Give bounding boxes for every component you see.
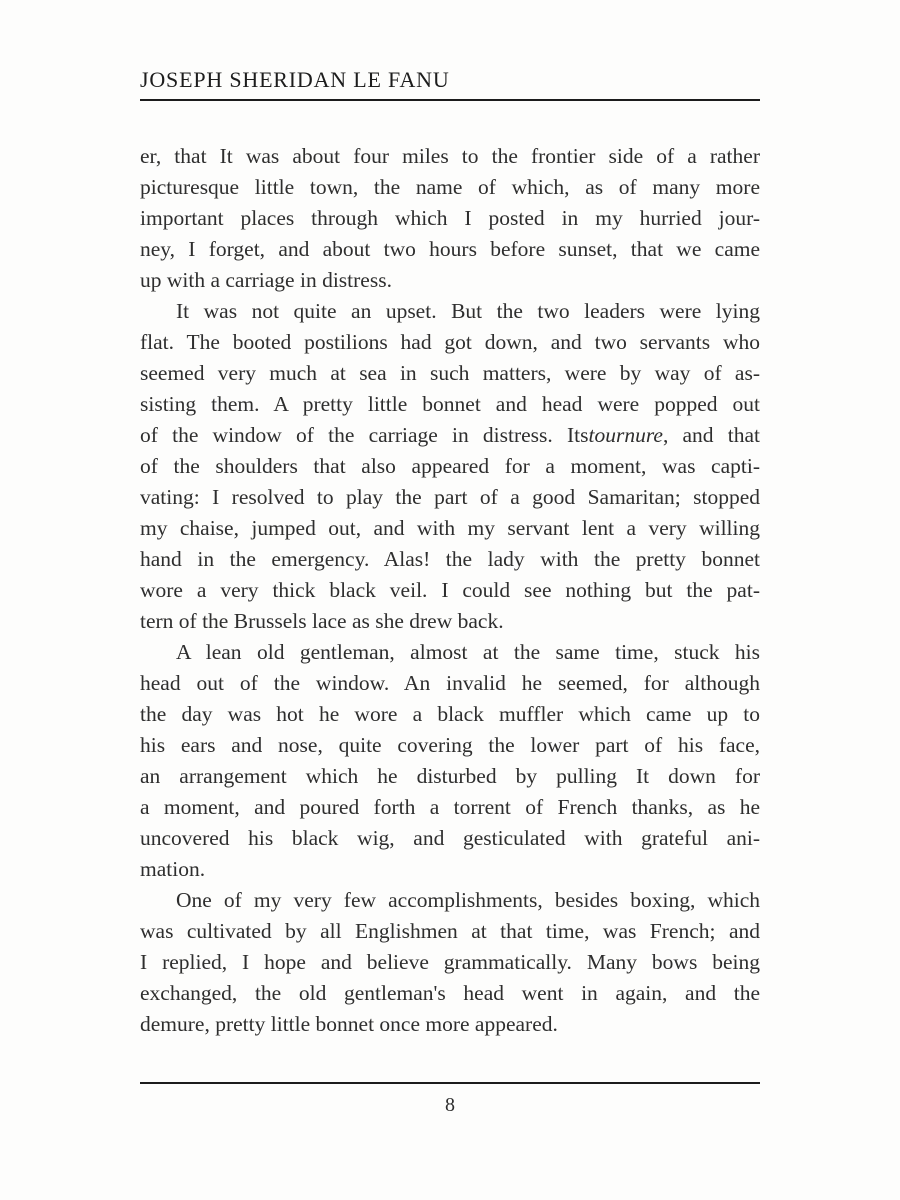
text-line: I replied, I hope and believe grammatically. Many bows being	[140, 950, 760, 975]
text-line: up with a carriage in distress.	[140, 268, 392, 293]
page-content	[140, 0, 760, 1117]
text-line: the day was hot he wore a black muffler which came up to	[140, 702, 760, 727]
italic-word: tournure	[588, 423, 663, 448]
text-line: his ears and nose, quite covering the lower part of his face,	[140, 733, 760, 758]
text-line: ney, I forget, and about two hours before sunset, that we came	[140, 237, 760, 262]
text-fragment: , and that	[662, 423, 760, 448]
text-line: picturesque little town, the name of which, as of many more	[140, 175, 760, 200]
text-line: flat. The booted postilions had got down, and two servants who	[140, 330, 760, 355]
text-line: demure, pretty little bonnet once more appeared.	[140, 1012, 558, 1037]
paragraph	[140, 637, 760, 885]
text-line: sisting them. A pretty little bonnet and head were popped out	[140, 392, 760, 417]
paragraph	[140, 885, 760, 1040]
page-number: 8	[445, 1094, 455, 1117]
running-header: JOSEPH SHERIDAN LE FANU	[140, 67, 450, 92]
text-line: a moment, and poured forth a torrent of French thanks, as he	[140, 795, 760, 820]
text-line: A lean old gentleman, almost at the same time, stuck his	[176, 640, 760, 665]
text-fragment: of the window of the carriage in distress. Its	[140, 423, 589, 448]
text-line: head out of the window. An invalid he seemed, for although	[140, 671, 760, 696]
page-header	[140, 68, 760, 101]
text-line: er, that It was about four miles to the frontier side of a rather	[140, 144, 760, 169]
header-rule	[140, 99, 760, 101]
text-line: of the shoulders that also appeared for a moment, was capti-	[140, 454, 760, 479]
text-line: my chaise, jumped out, and with my servant lent a very willing	[140, 516, 760, 541]
page-body	[140, 141, 760, 1040]
text-line: mation.	[140, 857, 206, 882]
text-line: seemed very much at sea in such matters, were by way of as-	[140, 361, 760, 386]
text-line: uncovered his black wig, and gesticulated with grateful ani-	[140, 826, 760, 851]
text-line: hand in the emergency. Alas! the lady with the pretty bonnet	[140, 547, 760, 572]
text-line: an arrangement which he disturbed by pulling It down for	[140, 764, 760, 789]
page-footer	[140, 1082, 760, 1117]
paragraph	[140, 296, 760, 637]
footer-rule	[140, 1082, 760, 1084]
text-line: tern of the Brussels lace as she drew back.	[140, 609, 504, 634]
text-line	[140, 420, 760, 451]
text-line: It was not quite an upset. But the two leaders were lying	[176, 299, 760, 324]
text-line: One of my very few accomplishments, besides boxing, which	[176, 888, 760, 913]
text-line: exchanged, the old gentleman's head went in again, and the	[140, 981, 760, 1006]
paragraph	[140, 141, 760, 296]
text-line: wore a very thick black veil. I could see nothing but the pat-	[140, 578, 760, 603]
text-line: was cultivated by all Englishmen at that time, was French; and	[140, 919, 760, 944]
text-line: vating: I resolved to play the part of a good Samaritan; stopped	[140, 485, 760, 510]
text-line: important places through which I posted in my hurried jour-	[140, 206, 760, 231]
